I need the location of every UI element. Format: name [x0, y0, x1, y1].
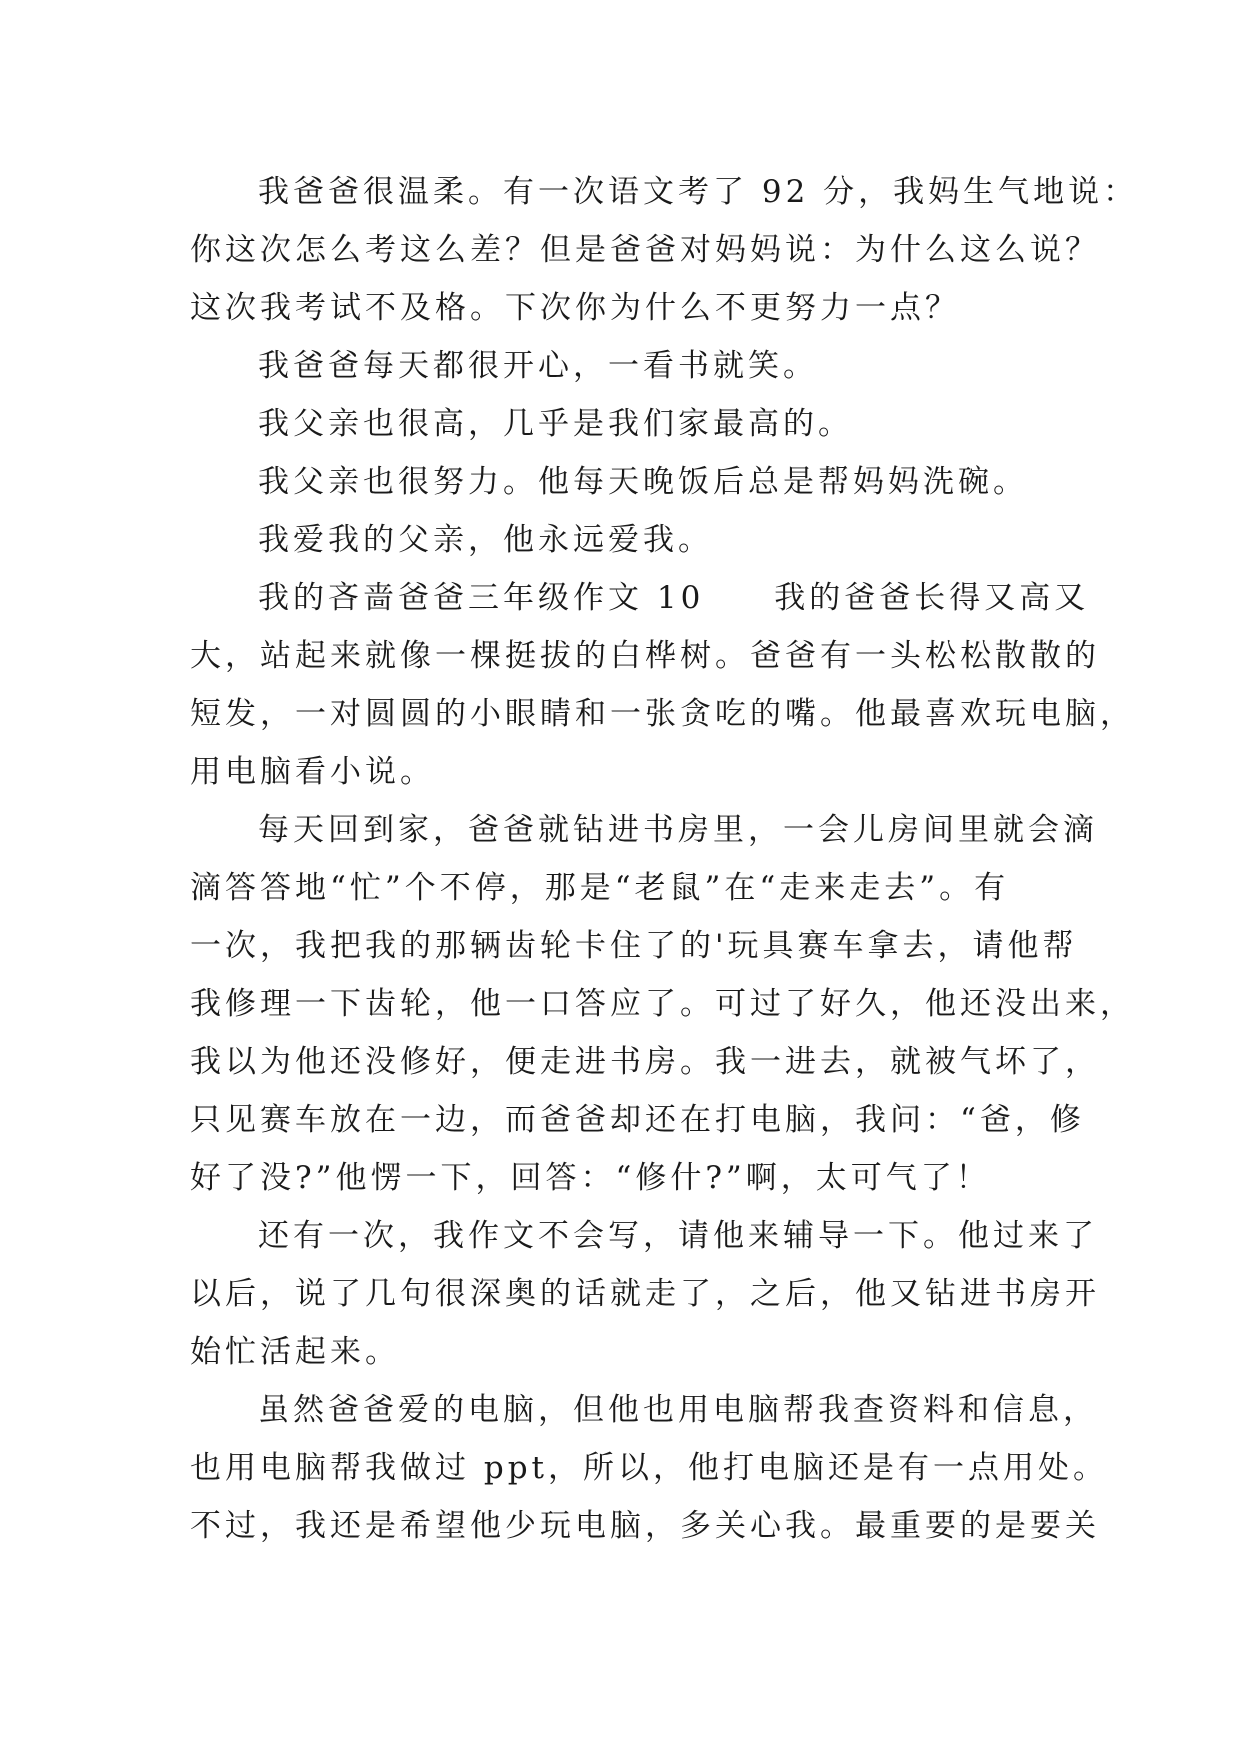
paragraph-line: 每天回到家，爸爸就钻进书房里，一会儿房间里就会滴: [258, 812, 1098, 848]
paragraph-line: 短发，一对圆圆的小眼睛和一张贪吃的嘴。他最喜欢玩电脑，: [190, 696, 1135, 732]
paragraph-9: [190, 1381, 1108, 1555]
paragraph-line: 虽然爸爸爱的电脑，但他也用电脑帮我查资料和信息，: [258, 1392, 1098, 1428]
paragraph-2: [190, 337, 1050, 395]
paragraph-7: [190, 801, 1135, 1207]
paragraph-line: 也用电脑帮我做过 ppt，所以，他打电脑还是有一点用处。: [190, 1450, 1108, 1486]
paragraph-1: [190, 163, 1139, 337]
paragraph-line: 只见赛车放在一边，而爸爸却还在打电脑，我问：“爸，修: [190, 1102, 1085, 1138]
paragraph-line: 你这次怎么考这么差？但是爸爸对妈妈说：为什么这么说？: [190, 232, 1100, 268]
paragraph-line: 我修理一下齿轮，他一口答应了。可过了好久，他还没出来，: [190, 986, 1135, 1022]
paragraph-line: 我爱我的父亲，他永远爱我。: [258, 522, 713, 558]
paragraph-line: 这次我考试不及格。下次你为什么不更努力一点？: [190, 290, 960, 326]
paragraph-line: 我的吝啬爸爸三年级作文 10 我的爸爸长得又高又: [258, 580, 1090, 616]
paragraph-line: 好了没?”他愣一下，回答：“修什?”啊，太可气了！: [190, 1160, 991, 1196]
paragraph-line: 滴答答地“忙”个不停，那是“老鼠”在“走来走去”。有: [190, 870, 1010, 906]
paragraph-line: 不过，我还是希望他少玩电脑，多关心我。最重要的是要关: [190, 1508, 1100, 1544]
paragraph-line: 我父亲也很高，几乎是我们家最高的。: [258, 406, 853, 442]
paragraph-line: 大，站起来就像一棵挺拔的白桦树。爸爸有一头松松散散的: [190, 638, 1100, 674]
paragraph-line: 我爸爸很温柔。有一次语文考了 92 分，我妈生气地说：: [258, 174, 1139, 210]
paragraph-line: 以后，说了几句很深奥的话就走了，之后，他又钻进书房开: [190, 1276, 1100, 1312]
paragraph-line: 一次，我把我的那辆齿轮卡住了的'玩具赛车拿去，请他帮: [190, 928, 1078, 964]
paragraph-line: 我爸爸每天都很开心，一看书就笑。: [258, 348, 818, 384]
paragraph-4: [190, 453, 1050, 511]
paragraph-line: 始忙活起来。: [190, 1334, 400, 1370]
paragraph-6: [190, 569, 1135, 801]
paragraph-line: 我父亲也很努力。他每天晚饭后总是帮妈妈洗碗。: [258, 464, 1028, 500]
document-body: [190, 163, 1139, 1555]
paragraph-5: [190, 511, 1050, 569]
paragraph-line: 我以为他还没修好，便走进书房。我一进去，就被气坏了，: [190, 1044, 1100, 1080]
paragraph-line: 用电脑看小说。: [190, 754, 435, 790]
paragraph-3: [190, 395, 1050, 453]
paragraph-line: 还有一次，我作文不会写，请他来辅导一下。他过来了: [258, 1218, 1098, 1254]
paragraph-8: [190, 1207, 1100, 1381]
